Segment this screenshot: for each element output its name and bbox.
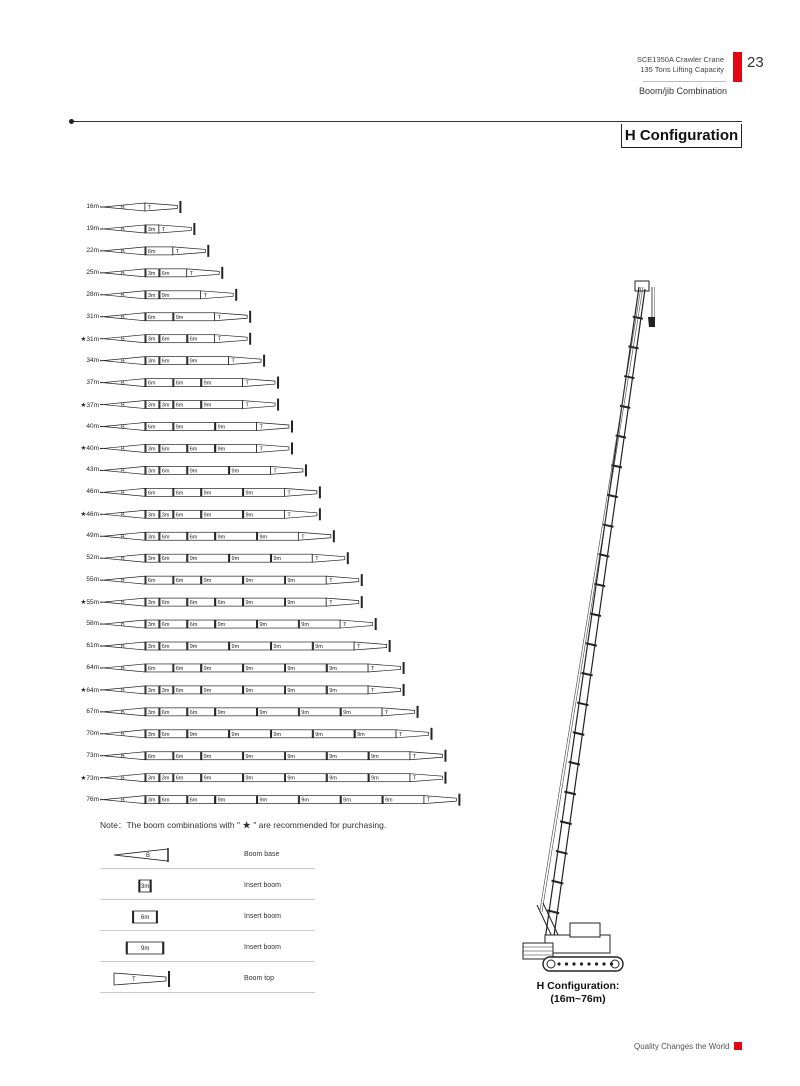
boom-base-letter: B	[121, 731, 125, 738]
insert-boom-label: 6m	[217, 600, 226, 607]
insert-boom-label: 6m	[161, 556, 170, 563]
boom-top-letter: T	[231, 358, 235, 365]
track-roller	[610, 962, 613, 965]
track-roller	[595, 962, 598, 965]
svg-text:B: B	[146, 853, 151, 859]
insert-boom-label: 9m	[203, 775, 212, 782]
boom-base-letter: B	[121, 578, 125, 585]
insert-boom-label: 3m	[147, 402, 156, 409]
insert-boom-label: 9m	[175, 424, 184, 431]
insert-boom-label: 6m	[189, 534, 198, 541]
insert-boom-label: 9m	[189, 468, 198, 475]
insert-boom-label: 3m	[161, 775, 170, 782]
insert-boom-label: 6m	[147, 380, 156, 387]
boom-base-letter: B	[121, 292, 125, 299]
boom-top-letter: T	[329, 578, 333, 585]
insert-boom-label: 6m	[147, 314, 156, 321]
insert-boom-label: 9m	[231, 556, 240, 563]
insert-boom-label: 6m	[147, 490, 156, 497]
insert-boom-label: 9m	[301, 622, 309, 629]
legend-label: Insert boom	[244, 882, 281, 889]
insert-boom-label: 9m	[189, 731, 198, 738]
boom-base-letter: B	[121, 622, 125, 629]
legend-label: Boom base	[244, 851, 280, 858]
insert-boom-label: 9m	[287, 600, 295, 607]
footer-logo-mark	[734, 1042, 742, 1050]
insert-boom-label: 6m	[175, 512, 184, 519]
insert-boom-label: 3m	[147, 292, 156, 299]
svg-text:6m: 6m	[141, 915, 150, 921]
insert-boom-label: 3m	[147, 775, 156, 782]
boom-length-label: 34m	[86, 356, 99, 364]
insert-boom-label: 6m	[189, 709, 198, 716]
boom-top-letter: T	[301, 534, 305, 541]
insert-boom-label: 6m	[189, 797, 198, 804]
insert-boom-label: 3m	[147, 226, 156, 233]
insert-boom-label: 9m	[231, 468, 240, 475]
insert-boom-label: 9m	[203, 380, 212, 387]
boom-top-letter: T	[259, 424, 263, 431]
boom-length-label: 25m	[86, 268, 99, 276]
insert-boom-label: 9m	[259, 622, 268, 629]
insert-boom-label: 3m	[161, 687, 170, 694]
insert-boom-label: 9m	[189, 644, 198, 650]
insert-boom-label: 9m	[287, 775, 295, 782]
insert-boom-label: 3m	[147, 644, 156, 650]
boom-top-letter: T	[412, 753, 417, 760]
boom-base-letter: B	[121, 226, 125, 233]
boom-length-label: 46m	[86, 488, 99, 496]
insert-boom-label: 9m	[175, 314, 184, 321]
insert-boom-label: 9m	[217, 424, 226, 431]
insert-boom-label: 9m	[245, 490, 254, 497]
boom-top-letter: T	[426, 797, 431, 804]
insert-boom-label: 9m	[343, 709, 351, 716]
insert-boom-label: 9m	[259, 709, 268, 716]
insert-boom-label: 9m	[343, 797, 351, 804]
insert-boom-label: 6m	[147, 753, 156, 760]
boom-length-label: 76m	[86, 795, 99, 803]
boom-top-letter: T	[175, 248, 180, 255]
insert-boom-label: 3m	[147, 731, 156, 738]
boom-length-label: 16m	[86, 203, 99, 210]
insert-boom-label: 3m	[147, 534, 156, 541]
boom-length-label: ★37m	[80, 401, 99, 409]
insert-boom-label: 9m	[245, 512, 254, 519]
insert-boom-label: 6m	[161, 644, 170, 650]
insert-boom-label: 6m	[189, 622, 198, 629]
insert-boom-label: 9m	[217, 446, 226, 453]
boom-length-label: 43m	[86, 466, 99, 474]
legend-symbol-insert	[110, 874, 180, 898]
boom-length-label: ★73m	[80, 774, 99, 782]
legend-label: Insert boom	[244, 944, 281, 951]
boom-base-letter: B	[121, 753, 125, 760]
insert-boom-label: 9m	[315, 644, 323, 650]
insert-boom-label: 6m	[147, 665, 156, 672]
boom-top-letter: T	[398, 731, 403, 738]
boom-base-letter: B	[121, 644, 125, 650]
boom-base-letter: B	[121, 709, 125, 716]
insert-boom-label: 9m	[287, 687, 295, 694]
track-roller	[565, 962, 568, 965]
insert-boom-label: 9m	[273, 556, 282, 563]
insert-boom-label: 6m	[161, 534, 170, 541]
insert-boom-label: 9m	[203, 753, 212, 760]
insert-boom-label: 6m	[161, 731, 170, 738]
recommendation-note: Note：The boom combinations with " ★ " are recommended for purchasing.	[100, 820, 387, 830]
boom-base-letter: B	[121, 446, 125, 453]
insert-boom-label: 6m	[147, 578, 156, 585]
insert-boom-label: 6m	[175, 490, 184, 497]
boom-base-letter: B	[121, 358, 125, 365]
insert-boom-label: 9m	[287, 578, 295, 585]
legend-label: Insert boom	[244, 913, 281, 920]
boom-base-letter: B	[121, 665, 125, 672]
insert-boom-label: 3m	[147, 358, 156, 365]
insert-boom-label: 6m	[175, 775, 184, 782]
insert-boom-label: 9m	[217, 622, 226, 629]
insert-boom-label: 3m	[147, 336, 156, 343]
insert-boom-label: 9m	[203, 578, 212, 585]
insert-boom-label: 9m	[329, 753, 337, 760]
insert-boom-label: 3m	[147, 709, 156, 716]
boom-base-letter: B	[121, 402, 125, 409]
insert-boom-label: 9m	[329, 775, 337, 782]
insert-boom-label: 9m	[273, 644, 282, 650]
insert-boom-label: 6m	[161, 446, 170, 453]
boom-base-letter: B	[121, 600, 125, 607]
boom-base-letter: B	[121, 468, 125, 475]
boom-length-label: 64m	[86, 663, 99, 671]
insert-boom-label: 6m	[189, 336, 198, 343]
insert-boom-label: 6m	[147, 248, 156, 255]
boom-top-letter: T	[217, 336, 221, 343]
insert-boom-label: 9m	[301, 797, 309, 804]
footer-slogan: Quality Changes the World	[634, 1042, 730, 1051]
boom-top-letter: T	[273, 468, 277, 475]
boom-length-label: 73m	[86, 751, 99, 759]
insert-boom-label: 6m	[161, 358, 170, 365]
boom-base-letter: B	[121, 556, 125, 563]
insert-boom-label: 9m	[385, 797, 393, 804]
boom-length-label: ★46m	[80, 511, 99, 519]
insert-boom-label: 9m	[231, 731, 240, 738]
insert-boom-label: 3m	[147, 468, 156, 475]
section-title: H Configuration	[621, 124, 742, 148]
boom-base-letter: B	[121, 248, 125, 255]
legend-label: Boom top	[244, 975, 274, 982]
boom-top-letter: T	[245, 380, 249, 387]
track-roller	[572, 962, 575, 965]
insert-boom-label: 9m	[245, 600, 254, 607]
boom-top-letter: T	[385, 709, 389, 716]
insert-boom-label: 6m	[175, 665, 184, 672]
boom-length-label: 52m	[86, 554, 99, 562]
legend-divider	[100, 930, 315, 931]
crane-caption-line2: (16m~76m)	[550, 993, 606, 1005]
insert-boom-label: 6m	[161, 468, 170, 475]
legend-divider	[100, 992, 315, 993]
boom-top-letter: T	[315, 556, 319, 563]
boom-top-letter: T	[412, 775, 417, 782]
boom-base-letter: B	[121, 687, 125, 694]
boom-length-label: 49m	[86, 532, 99, 540]
boom-length-label: ★55m	[80, 599, 99, 607]
boom-top-letter: T	[371, 687, 375, 694]
insert-boom-label: 6m	[175, 380, 184, 387]
insert-boom-label: 9m	[203, 512, 212, 519]
insert-boom-label: 6m	[189, 446, 198, 453]
insert-boom-label: 9m	[189, 358, 198, 365]
insert-boom-label: 6m	[161, 270, 170, 277]
insert-boom-label: 6m	[175, 753, 184, 760]
insert-boom-label: 9m	[245, 753, 254, 760]
boom-length-label: 70m	[86, 729, 99, 737]
boom-top-letter: T	[329, 600, 333, 607]
insert-boom-label: 9m	[273, 731, 282, 738]
boom-length-label: 19m	[86, 224, 99, 232]
insert-boom-label: 3m	[161, 402, 170, 409]
boom-top-letter: T	[287, 512, 291, 519]
insert-boom-label: 9m	[315, 731, 323, 738]
boom-top-letter: T	[189, 270, 194, 277]
boom-length-label: 61m	[86, 642, 99, 649]
insert-boom-label: 9m	[357, 731, 365, 738]
boom-base-letter: B	[121, 775, 125, 782]
boom-top-letter: T	[245, 402, 249, 409]
boom-top-letter: T	[371, 665, 375, 672]
insert-boom-label: 9m	[259, 797, 268, 804]
boom-base-letter: B	[121, 336, 125, 343]
insert-boom-label: 6m	[189, 600, 198, 607]
insert-boom-label: 6m	[175, 402, 184, 409]
svg-text:9m: 9m	[141, 946, 150, 952]
legend-symbol-insert	[110, 936, 180, 960]
insert-boom-label: 9m	[287, 753, 295, 760]
insert-boom-label: 9m	[203, 665, 212, 672]
insert-boom-label: 3m	[147, 600, 156, 607]
insert-boom-label: 9m	[245, 687, 254, 694]
boom-base-letter: B	[121, 424, 125, 431]
insert-boom-label: 6m	[175, 687, 184, 694]
insert-boom-label: 9m	[231, 644, 240, 650]
insert-boom-label: 3m	[147, 622, 156, 629]
insert-boom-label: 6m	[161, 600, 170, 607]
boom-top-letter: T	[161, 226, 166, 233]
boom-base-letter: B	[121, 380, 125, 387]
boom-length-label: 37m	[86, 378, 99, 386]
insert-boom-label: 3m	[147, 512, 156, 519]
boom-length-label: 31m	[86, 312, 99, 320]
insert-boom-label: 6m	[175, 578, 184, 585]
insert-boom-label: 6m	[161, 622, 170, 629]
legend-divider	[100, 961, 315, 962]
insert-boom-label: 9m	[301, 709, 309, 716]
insert-boom-label: 9m	[259, 534, 268, 541]
boom-length-label: 28m	[86, 290, 99, 298]
boom-top-letter: T	[287, 490, 291, 497]
boom-base-letter: B	[121, 534, 125, 541]
boom-base-letter: B	[121, 797, 125, 804]
page-number: 23	[747, 54, 764, 71]
crane-illustration	[515, 275, 655, 980]
boom-base-letter: B	[121, 490, 125, 497]
boom-base-letter: B	[121, 205, 125, 211]
boom-top-letter: T	[217, 314, 221, 321]
boom-base-letter: B	[121, 314, 125, 321]
insert-boom-label: 9m	[329, 665, 337, 672]
track-roller	[602, 962, 605, 965]
insert-boom-label: 6m	[147, 424, 156, 431]
insert-boom-label: 9m	[203, 687, 212, 694]
svg-text:3m: 3m	[141, 884, 150, 890]
insert-boom-label: 9m	[217, 534, 226, 541]
legend-divider	[100, 868, 315, 869]
svg-text:T: T	[132, 977, 136, 983]
insert-boom-label: 9m	[371, 775, 379, 782]
insert-boom-label: 9m	[217, 797, 226, 804]
insert-boom-label: 9m	[287, 665, 295, 672]
insert-boom-label: 9m	[245, 578, 254, 585]
insert-boom-label: 9m	[189, 556, 198, 563]
boom-top-letter: T	[147, 205, 152, 211]
insert-boom-label: 6m	[161, 797, 170, 804]
boom-length-label: ★40m	[80, 445, 99, 453]
insert-boom-label: 9m	[217, 709, 226, 716]
crane-caption-line1: H Configuration:	[536, 980, 620, 992]
insert-boom-label: 3m	[161, 512, 170, 519]
insert-boom-label: 9m	[245, 775, 254, 782]
insert-boom-label: 3m	[147, 797, 156, 804]
legend-symbol-top	[110, 967, 180, 991]
legend-divider	[100, 899, 315, 900]
insert-boom-label: 9m	[245, 665, 254, 672]
boom-top-letter: T	[357, 644, 361, 650]
insert-boom-label: 3m	[147, 446, 156, 453]
boom-length-label: 22m	[86, 246, 99, 254]
header-model: SCE1350A Crawler Crane	[636, 55, 724, 64]
insert-boom-label: 3m	[147, 687, 156, 694]
boom-base-letter: B	[121, 270, 125, 277]
insert-boom-label: 9m	[329, 687, 337, 694]
header-subtitle: Boom/jib Combination	[638, 86, 727, 96]
boom-length-label: 55m	[86, 576, 99, 584]
insert-boom-label: 9m	[203, 402, 212, 409]
header-capacity: 135 Tons Lifting Capacity	[640, 65, 724, 74]
track-roller	[587, 962, 590, 965]
insert-boom-label: 6m	[161, 336, 170, 343]
boom-top-letter: T	[259, 446, 263, 453]
boom-top-letter: T	[203, 292, 208, 299]
boom-base-letter: B	[121, 512, 125, 519]
track-roller	[557, 962, 560, 965]
insert-boom-label: 3m	[147, 556, 156, 563]
track-roller	[580, 962, 583, 965]
boom-length-label: 40m	[86, 422, 99, 430]
boom-length-label: 67m	[86, 707, 99, 715]
insert-boom-label: 3m	[147, 270, 156, 277]
insert-boom-label: 9m	[371, 753, 379, 760]
boom-top-letter: T	[343, 622, 347, 629]
legend-symbol-base	[110, 843, 180, 867]
legend-symbol-insert	[110, 905, 180, 929]
crane-caption	[522, 980, 634, 1006]
insert-boom-label: 9m	[161, 292, 170, 299]
boom-length-label: ★64m	[80, 686, 99, 694]
insert-boom-label: 9m	[203, 490, 212, 497]
insert-boom-label: 6m	[161, 709, 170, 716]
boom-length-label: ★31m	[80, 335, 99, 343]
boom-length-label: 58m	[86, 620, 99, 628]
